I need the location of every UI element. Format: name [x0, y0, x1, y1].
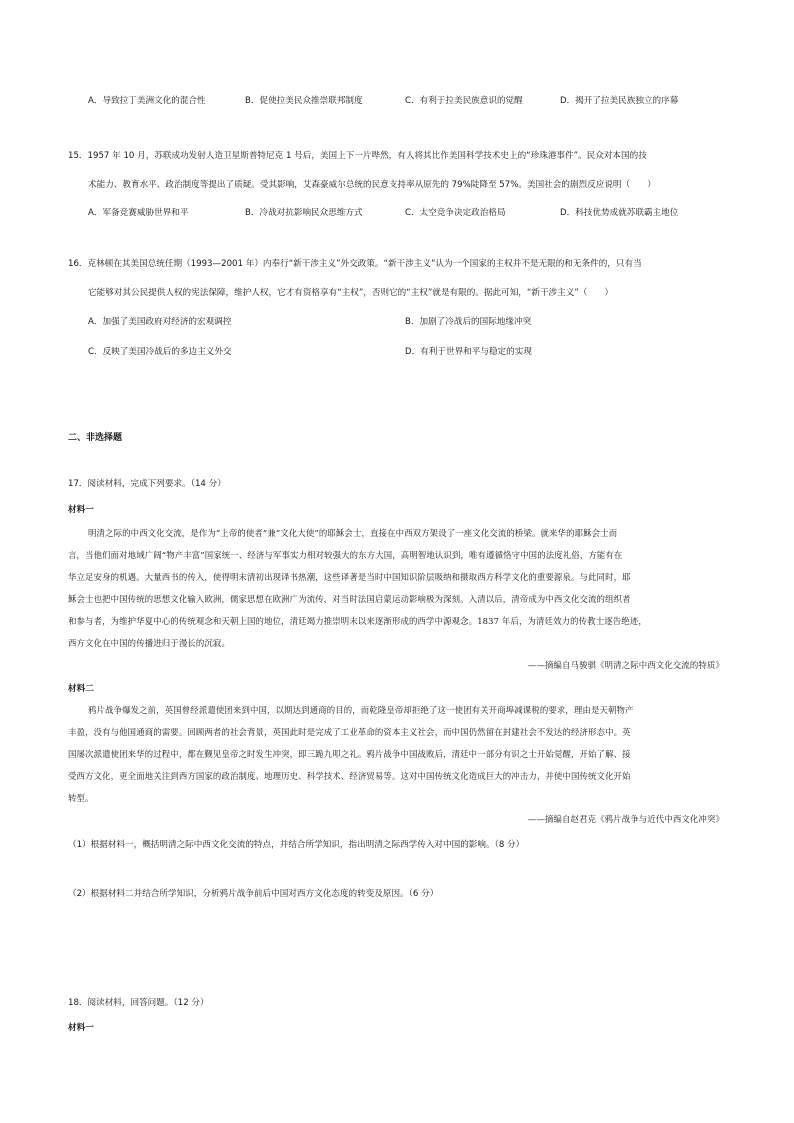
q17-subquestion-2: （2）根据材料二并结合所学知识，分析鸦片战争前后中国对西方文化态度的转变及原因。（6 分） — [68, 889, 439, 899]
q17-subquestion-1: （1）根据材料一，概括明清之际中西文化交流的特点，并结合所学知识，指出明清之际西学传入对中国的影响。（8 分） — [68, 840, 525, 850]
q17-material2-line: 丰盈，没有与他国通商的需要。回顾两者的社会背景，英国此时是完成了工业革命的资本主义社会，而中国仍然留在封建社会不发达的经济形态中。英 — [68, 727, 631, 737]
q15-stem-line2: 术能力、教育水平、政治制度等提出了质疑。受其影响，艾森豪威尔总统的民意支持率从原先的 79%陡降至 57%。美国社会的剧烈反应说明（ ） — [88, 180, 656, 190]
q15-option-c[interactable]: C．太空竞争决定政治格局 — [405, 208, 506, 218]
q17-material1-line: 明清之际的中西文化交流，是作为“上帝的使者”兼“文化大使”的耶稣会士，直接在中西双方架设了一座文化交流的桥梁。就来华的耶稣会士而 — [88, 528, 618, 538]
q18-stem: 18．阅读材料，回答问题。（12 分） — [68, 998, 209, 1008]
q17-material2-line: 受西方文化，更全面地关注到西方国家的政治制度、地理历史、科学技术、经济贸易等。这对中国传统文化造成巨大的冲击力，并使中国传统文化开始 — [68, 771, 631, 781]
q16-option-b[interactable]: B．加剧了冷战后的国际地缘冲突 — [405, 317, 532, 327]
section-2-title: 二、非选择题 — [68, 433, 123, 443]
q18-material1-label: 材料一 — [68, 1023, 94, 1033]
q16-stem-line1: 16．克林顿在其美国总统任期（1993—2001 年）内奉行“新干涉主义”外交政策。“新干涉主义”认为一个国家的主权并不是无限的和无条件的，只有当 — [68, 259, 642, 269]
q17-material1-line: 华立足安身的机遇。大量西书的传入，使得明末清初出现译书热潮，这些译著是当时中国知识阶层吸纳和摄取西方科学文化的重要源泉。与此同时，耶 — [68, 572, 631, 582]
q17-material2-line: 转型。 — [68, 793, 94, 803]
q14-option-b[interactable]: B．促使拉美民众推崇联邦制度 — [245, 96, 363, 106]
q17-material1-source: ——摘编自马骏骐《明清之际中西文化交流的特质》 — [527, 660, 724, 670]
q15-option-a[interactable]: A．军备竞赛威胁世界和平 — [88, 208, 189, 218]
q17-material1-line: 和参与者，为维护华夏中心的传统观念和天朝上国的地位，清廷竭力推崇明末以来逐渐形成的西学中源观念。1837 年后，为清廷效力的传教士逐告绝迹， — [68, 616, 647, 626]
q15-stem-line1: 15．1957 年 10 月，苏联成功发射人造卫星斯普特尼克 1 号后，美国上下一片哗然，有人将其比作美国科学技术史上的“珍珠港事件”。民众对本国的技 — [68, 151, 647, 161]
q17-material1-label: 材料一 — [68, 505, 94, 515]
q17-material1-line: 西方文化在中国的传播进归于漫长的沉寂。 — [68, 638, 230, 648]
q16-option-c[interactable]: C．反映了美国冷战后的多边主义外交 — [88, 347, 232, 357]
q17-material2-line: 鸦片战争爆发之前，英国曾经派遣使团来到中国，以期达到通商的目的，而乾隆皇帝却拒绝了这一使团有关开商埠减课税的要求，理由是天朝物产 — [88, 705, 634, 715]
q17-material1-line: 稣会士也把中国传统的思想文化输入欧洲，儒家思想在欧洲广为流传，对当时法国启蒙运动影响极为深刻。入清以后，清帝成为中西文化交流的组织者 — [68, 594, 631, 604]
q15-option-b[interactable]: B．冷战对抗影响民众思维方式 — [245, 208, 363, 218]
q17-stem: 17．阅读材料，完成下列要求。（14 分） — [68, 479, 226, 489]
q17-material1-line: 言，当他们面对地域广阔“物产丰富”国家统一、经济与军事实力相对较强大的东方大国，高明智地认识到，唯有遵循恪守中国的法度礼俗，方能有在 — [68, 550, 623, 560]
q17-material2-label: 材料二 — [68, 684, 94, 694]
q14-option-a[interactable]: A．导致拉丁美洲文化的混合性 — [88, 96, 206, 106]
q15-option-d[interactable]: D．科技优势成就苏联霸主地位 — [560, 208, 679, 218]
q17-material2-line: 国屡次派遣使团来华的过程中，都在觐见皇帝之时发生冲突，即三跪九叩之礼。鸦片战争中国战败后，清廷中一部分有识之士开始觉醒，开始了解、接 — [68, 749, 631, 759]
q16-option-d[interactable]: D．有利于世界和平与稳定的实现 — [405, 347, 532, 357]
q17-material2-source: ——摘编自赵君克《鸦片战争与近代中西文化冲突》 — [527, 814, 724, 824]
q14-option-d[interactable]: D．揭开了拉美民族独立的序幕 — [560, 96, 679, 106]
q14-option-c[interactable]: C．有利于拉美民族意识的觉醒 — [405, 96, 523, 106]
q16-option-a[interactable]: A．加强了美国政府对经济的宏观调控 — [88, 317, 232, 327]
q16-stem-line2: 它能够对其公民提供人权的宪法保障，维护人权，它才有资格享有“主权”，否则它的“主权”就是有限的。据此可知，“新干涉主义”（ ） — [88, 288, 614, 298]
